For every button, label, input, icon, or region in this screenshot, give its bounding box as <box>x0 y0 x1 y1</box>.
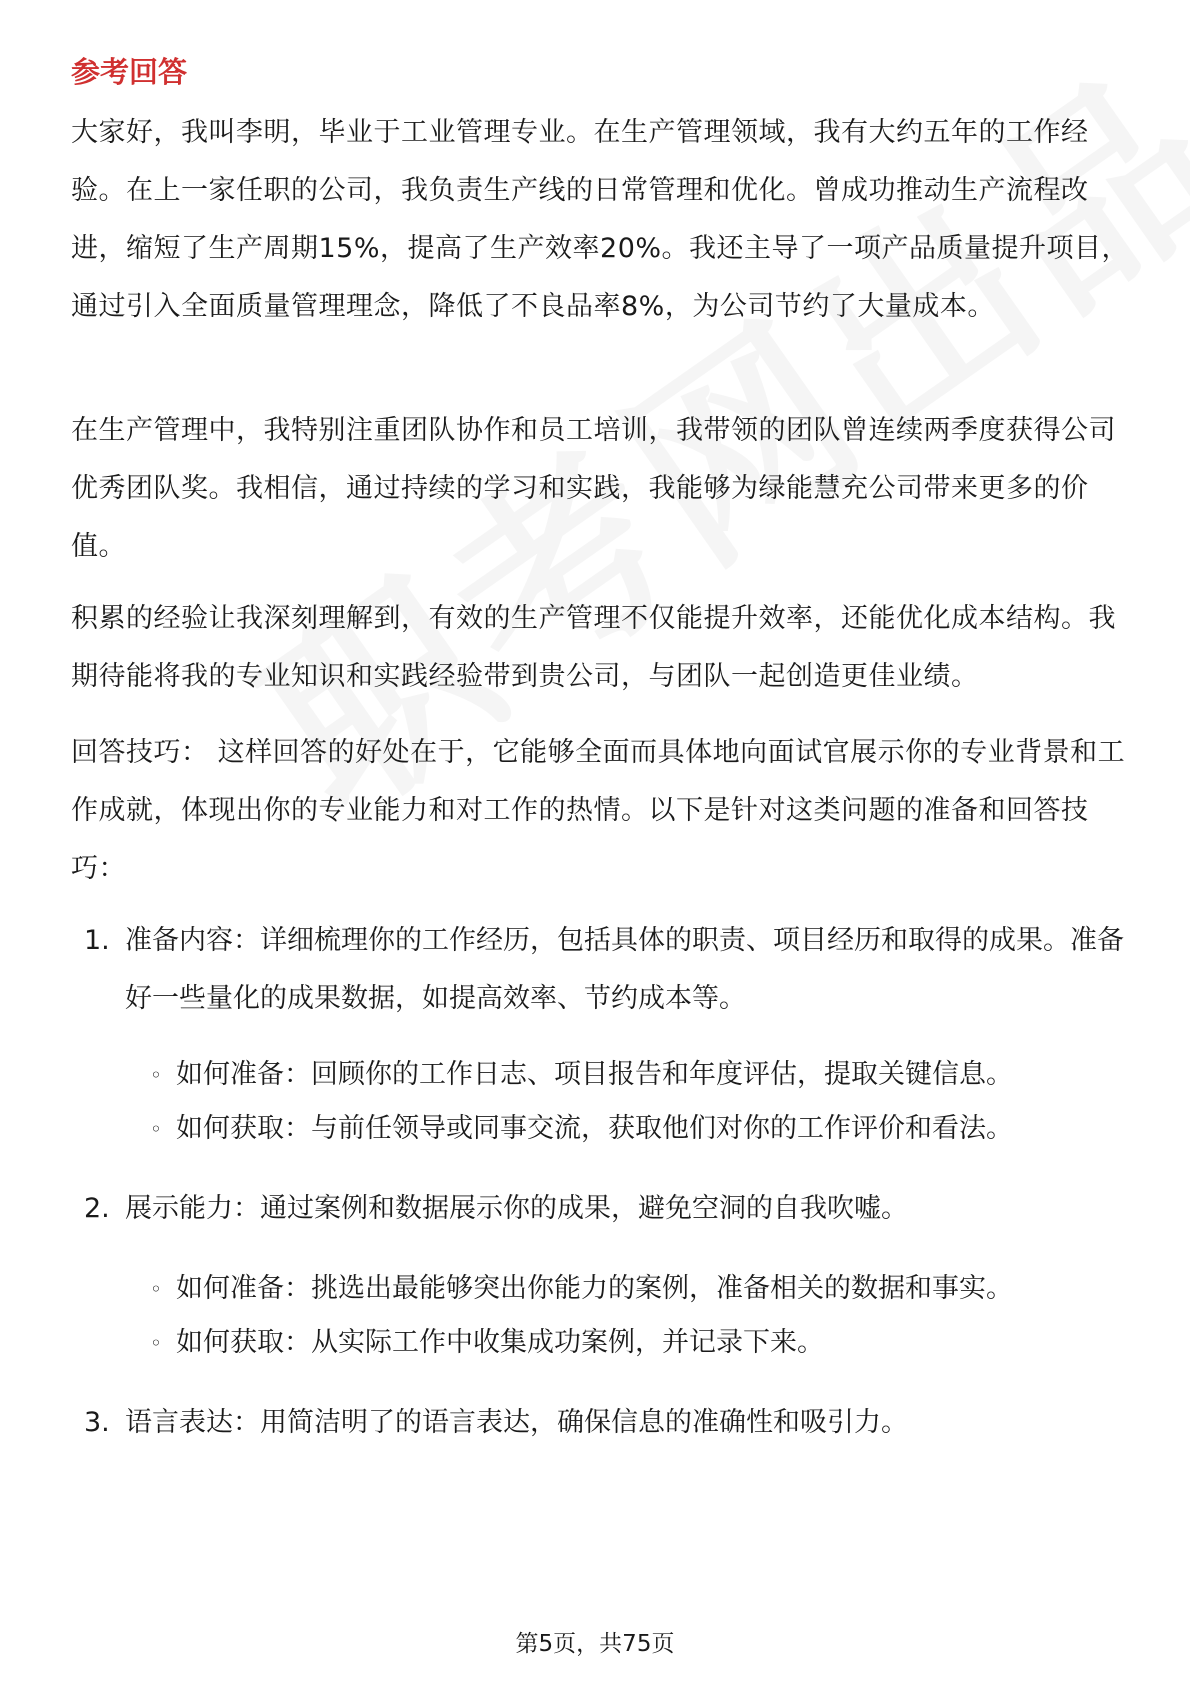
list-item-number: 2. <box>84 1193 110 1224</box>
list-item-text: 展示能力：通过案例和数据展示你的成果，避免空洞的自我吹嘘。 <box>125 1193 908 1224</box>
section-heading: 参考回答 <box>71 55 188 89</box>
paragraph-tips: 回答技巧： 这样回答的好处在于，它能够全面而具体地向面试官展示你的专业背景和工作成就，体现出你的专业能力和对工作的热情。以下是针对这类问题的准备和回答技巧： <box>71 737 1126 884</box>
list-item-number: 1. <box>84 925 110 956</box>
sub-list-item-text: 如何准备：回顾你的工作日志、项目报告和年度评估，提取关键信息。 <box>176 1059 1013 1090</box>
bullet-circle-icon: ◦ <box>150 1277 162 1301</box>
bullet-circle-icon: ◦ <box>150 1331 162 1355</box>
sub-list-item <box>150 1260 1110 1318</box>
sub-list-item <box>150 1046 1110 1104</box>
paragraph-intro: 大家好，我叫李明，毕业于工业管理专业。在生产管理领域，我有大约五年的工作经验。在上一家任职的公司，我负责生产线的日常管理和优化。曾成功推动生产流程改进，缩短了生产周期15%，提高了生产效率20%。我还主导了一项产品质量提升项目，通过引入全面质量管理理念，降低了不良品率8%，为公司节约了大量成本。 <box>71 117 1130 322</box>
sub-list-item <box>150 1100 1110 1158</box>
paragraph-teamwork: 在生产管理中，我特别注重团队协作和员工培训，我带领的团队曾连续两季度获得公司优秀团队奖。我相信，通过持续的学习和实践，我能够为绿能慧充公司带来更多的价值。 <box>71 415 1116 562</box>
list-item <box>84 912 1124 1028</box>
bullet-circle-icon: ◦ <box>150 1117 162 1141</box>
list-item-text: 语言表达：用简洁明了的语言表达，确保信息的准确性和吸引力。 <box>125 1407 908 1438</box>
list-item-number: 3. <box>84 1407 110 1438</box>
paragraph-experience: 积累的经验让我深刻理解到，有效的生产管理不仅能提升效率，还能优化成本结构。我期待能将我的专业知识和实践经验带到贵公司，与团队一起创造更佳业绩。 <box>71 603 1116 692</box>
sub-list-item-text: 如何准备：挑选出最能够突出你能力的案例，准备相关的数据和事实。 <box>176 1273 1013 1304</box>
sub-list-item-text: 如何获取：从实际工作中收集成功案例，并记录下来。 <box>176 1327 824 1358</box>
list-item <box>84 1180 1124 1238</box>
bullet-circle-icon: ◦ <box>150 1063 162 1087</box>
sub-list-item <box>150 1314 1110 1372</box>
list-item <box>84 1394 1124 1452</box>
sub-list-item-text: 如何获取：与前任领导或同事交流，获取他们对你的工作评价和看法。 <box>176 1113 1013 1144</box>
page-number-footer: 第5页，共75页 <box>515 1631 675 1657</box>
list-item-text: 准备内容：详细梳理你的工作经历，包括具体的职责、项目经历和取得的成果。准备好一些量化的成果数据，如提高效率、节约成本等。 <box>125 925 1124 1014</box>
